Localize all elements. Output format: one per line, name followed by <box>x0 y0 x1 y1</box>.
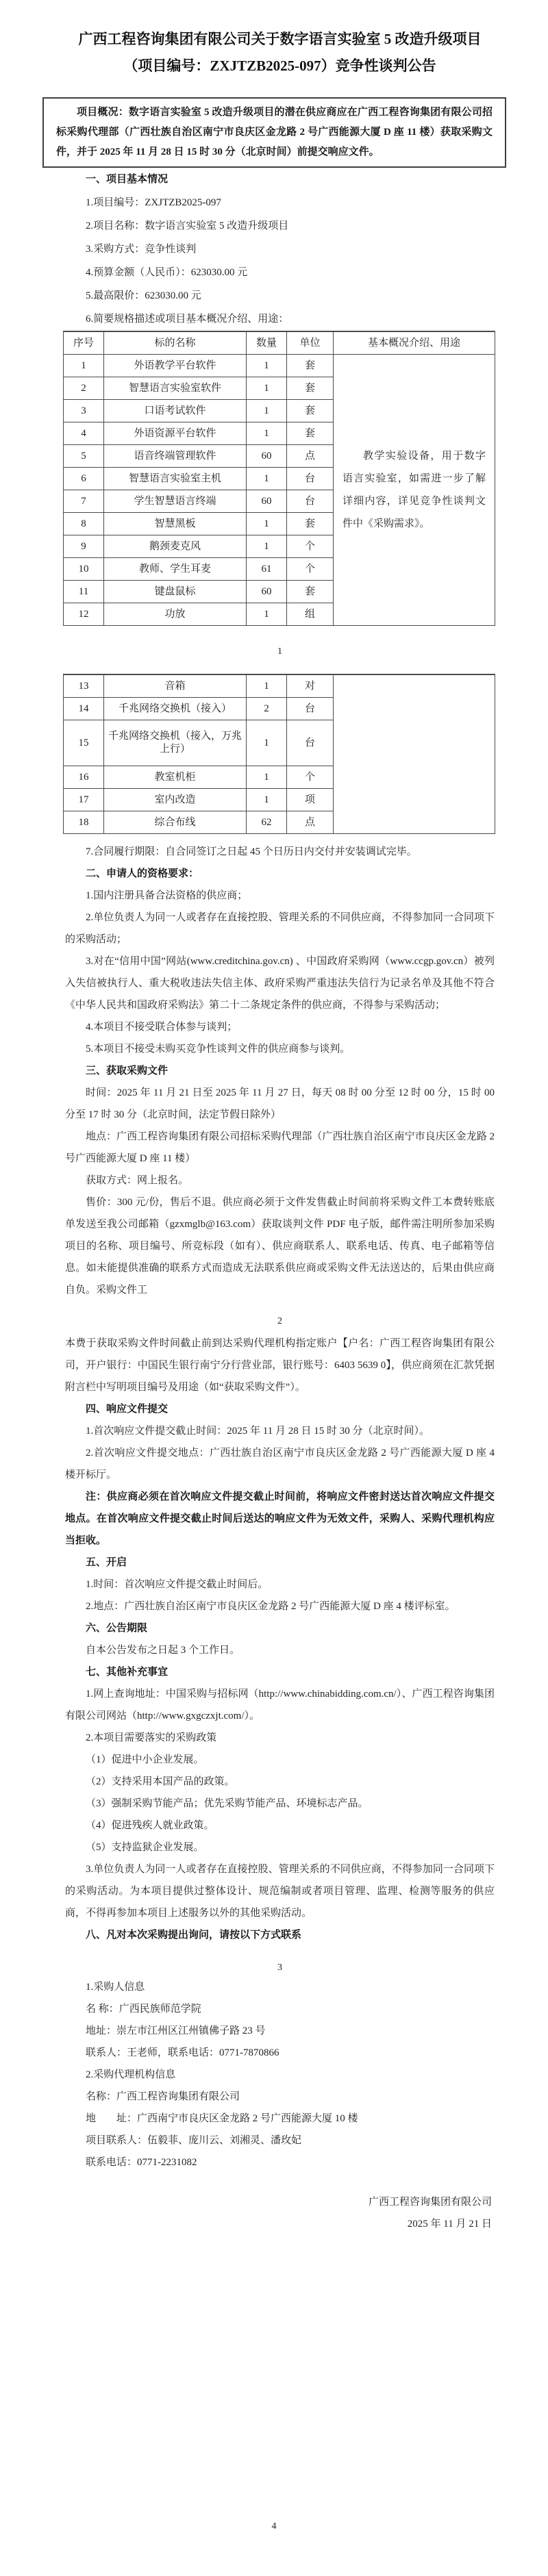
submit-place: 2.首次响应文件提交地点：广西壮族自治区南宁市良庆区金龙路 2 号广西能源大厦 D 座 4 楼开标厅。 <box>65 1448 495 1480</box>
cell-no: 1 <box>64 355 104 377</box>
policy-item-2: （2）支持采用本国产品的政策。 <box>86 1776 235 1787</box>
project-name: 2.项目名称：数字语言实验室 5 改造升级项目 <box>86 220 289 231</box>
cell-unit: 套 <box>287 581 334 603</box>
cell-no: 7 <box>64 490 104 513</box>
cell-unit: 组 <box>287 603 334 626</box>
doc-obtain-method: 获取方式：网上报名。 <box>86 1175 189 1186</box>
cell-qty: 60 <box>247 581 287 603</box>
col-header-unit: 单位 <box>287 331 334 355</box>
policy-item-4: （4）促进残疾人就业政策。 <box>86 1820 214 1831</box>
cell-unit: 套 <box>287 513 334 535</box>
cell-name: 口语考试软件 <box>104 400 247 422</box>
page-number-2 <box>65 1301 495 1333</box>
opening-time: 1.时间：首次响应文件提交截止时间后。 <box>86 1579 269 1590</box>
spec-intro-label: 6.简要规格描述或项目基本概况介绍、用途： <box>86 314 289 325</box>
goods-note-text: 教学实验设备，用于数字语言实验室，如需进一步了解详细内容，详见竞争性谈判文件中《采购需求》。 <box>342 450 486 529</box>
page-number-text: 2 <box>277 1316 282 1326</box>
policy-item-1: （1）促进中小企业发展。 <box>86 1754 204 1765</box>
cell-unit: 个 <box>287 535 334 558</box>
cell-no: 6 <box>64 468 104 490</box>
qualification-item-2: 2.单位负责人为同一人或者存在直接控股、管理关系的不同供应商，不得参加同一合同项下的采购活动； <box>65 912 495 945</box>
submit-deadline: 1.首次响应文件提交截止时间：2025 年 11 月 28 日 15 时 30 分（北京时间）。 <box>86 1426 429 1437</box>
cell-no: 9 <box>64 535 104 558</box>
page-number-text: 4 <box>271 2521 277 2531</box>
cell-unit: 套 <box>287 422 334 445</box>
cell-name: 外语教学平台软件 <box>104 355 247 377</box>
doc-obtain-time: 时间：2025 年 11 月 21 日至 2025 年 11 月 27 日，每天 08 时 00 分至 12 时 00 分，15 时 00 分至 17 时 30 分（北京时间，法定节假日除外） <box>65 1087 495 1120</box>
qualification-item-3: 3.对在“信用中国”网站(www.creditchina.gov.cn) 、中国政府采购网（www.ccgp.gov.cn）被列入失信被执行人、重大税收违法失信主体、政府采购严重违法失信行为记录名单及其他不符合《中华人民共和国政府采购法》第二十二条规定条件的供应商，不得参与采购活动； <box>65 956 495 1011</box>
submit-note: 注：供应商必须在首次响应文件提交截止时间前，将响应文件密封送达首次响应文件提交地点。在首次响应文件提交截止时间后送达的响应文件为无效文件，采购人、采购代理机构应当拒收。 <box>65 1491 495 1546</box>
cell-name: 键盘鼠标 <box>104 581 247 603</box>
cell-unit: 台 <box>287 490 334 513</box>
signature-block <box>65 2191 495 2235</box>
cell-qty: 1 <box>247 355 287 377</box>
cell-no: 8 <box>64 513 104 535</box>
page-number-text: 3 <box>277 1962 282 1973</box>
opening-place: 2.地点：广西壮族自治区南宁市良庆区金龙路 2 号广西能源大厦 D 座 4 楼评标室。 <box>86 1601 456 1612</box>
cell-no: 12 <box>64 603 104 626</box>
cell-qty: 62 <box>247 811 287 834</box>
buyer-info-heading: 1.采购人信息 <box>86 1982 145 1993</box>
cell-qty: 1 <box>247 789 287 811</box>
cell-qty: 1 <box>247 422 287 445</box>
agency-phone: 联系电话：0771-2231082 <box>86 2157 197 2168</box>
cell-no: 17 <box>64 789 104 811</box>
cell-qty: 1 <box>247 377 287 400</box>
qualification-item-5: 5.本项目不接受未购买竞争性谈判文件的供应商参与谈判。 <box>86 1044 351 1055</box>
project-overview-box <box>42 97 506 168</box>
cell-qty: 61 <box>247 558 287 581</box>
signature-date: 2025 年 11 月 21 日 <box>407 2219 492 2230</box>
cell-name: 功放 <box>104 603 247 626</box>
qualification-item-1: 1.国内注册具备合法资格的供应商； <box>86 890 248 901</box>
document-title <box>65 26 495 79</box>
project-overview-text: 项目概况：数字语言实验室 5 改造升级项目的潜在供应商应在广西工程咨询集团有限公司招标采购代理部（广西壮族自治区南宁市良庆区金龙路 2 号广西能源大厦 D 座 11 楼）获取采购文件，并于 2025 年 11 月 28 日 15 时 30 分（北京时间）前提交响应文件。 <box>56 107 493 157</box>
buyer-contact: 联系人：王老师，联系电话：0771-7870866 <box>86 2047 279 2058</box>
cell-unit: 台 <box>287 698 334 720</box>
cell-unit: 个 <box>287 766 334 789</box>
cell-name: 室内改造 <box>104 789 247 811</box>
cell-unit: 对 <box>287 674 334 698</box>
col-header-qty: 数量 <box>247 331 287 355</box>
procurement-policy-label: 2.本项目需要落实的采购政策 <box>86 1732 217 1743</box>
other-item-3: 3.单位负责人为同一人或者存在直接控股、管理关系的不同供应商，不得参加同一合同项下的采购活动。为本项目提供过整体设计、规范编制或者项目管理、监理、检测等服务的供应商，不得再参加本项目上述服务以外的其他采购活动。 <box>65 1864 495 1919</box>
cell-name: 学生智慧语言终端 <box>104 490 247 513</box>
cell-name: 鹅颈麦克风 <box>104 535 247 558</box>
cell-no: 13 <box>64 674 104 698</box>
cell-name: 千兆网络交换机（接入） <box>104 698 247 720</box>
cell-name: 智慧语言实验室主机 <box>104 468 247 490</box>
section6-heading: 六、公告期限 <box>86 1623 148 1634</box>
cell-no: 10 <box>64 558 104 581</box>
budget-amount: 4.预算金额（人民币）：623030.00 元 <box>86 267 248 278</box>
section5-heading: 五、开启 <box>86 1557 127 1568</box>
col-header-intro: 基本概况介绍、用途 <box>334 331 495 355</box>
cell-unit: 点 <box>287 811 334 834</box>
cell-name: 语音终端管理软件 <box>104 445 247 468</box>
cell-no: 18 <box>64 811 104 834</box>
title-line-2: （项目编号：ZXJTZB2025-097）竞争性谈判公告 <box>123 58 436 74</box>
cell-name: 教师、学生耳麦 <box>104 558 247 581</box>
contract-period: 7.合同履行期限：自合同签订之日起 45 个日历日内交付并安装调试完毕。 <box>86 846 417 857</box>
doc-price-part2: 本费于获取采购文件时间截止前到达采购代理机构指定账户【户名：广西工程咨询集团有限公司，开户银行：中国民生银行南宁分行营业部，银行账号：6403 5639 0】，供应商须在汇款凭据附言栏中写明项目编号及用途（如“获取采购文件”）。 <box>65 1338 495 1393</box>
table-row <box>64 355 495 377</box>
cell-qty: 60 <box>247 445 287 468</box>
cell-qty: 60 <box>247 490 287 513</box>
cell-qty: 1 <box>247 468 287 490</box>
cell-unit: 台 <box>287 720 334 766</box>
merged-note-cell-empty <box>334 674 495 834</box>
section1-heading: 一、项目基本情况 <box>86 174 169 185</box>
col-header-name: 标的名称 <box>104 331 247 355</box>
policy-item-5: （5）支持监狱企业发展。 <box>86 1842 204 1853</box>
cell-qty: 1 <box>247 603 287 626</box>
cell-unit: 项 <box>287 789 334 811</box>
cell-name: 教室机柜 <box>104 766 247 789</box>
cell-qty: 1 <box>247 674 287 698</box>
doc-obtain-place: 地点：广西工程咨询集团有限公司招标采购代理部（广西壮族自治区南宁市良庆区金龙路 2 号广西能源大厦 D 座 11 楼） <box>65 1131 495 1164</box>
cell-qty: 1 <box>247 400 287 422</box>
agency-info-heading: 2.采购代理机构信息 <box>86 2069 176 2080</box>
page-number-3 <box>65 1946 495 1976</box>
cell-qty: 1 <box>247 513 287 535</box>
title-line-1: 广西工程咨询集团有限公司关于数字语言实验室 5 改造升级项目 <box>78 31 482 47</box>
cell-no: 2 <box>64 377 104 400</box>
page-number-text: 1 <box>277 646 282 657</box>
project-number: 1.项目编号：ZXJTZB2025-097 <box>86 197 221 208</box>
goods-table-part2 <box>63 674 495 834</box>
agency-contact: 项目联系人：伍毅菲、庞川云、刘湘灵、潘玫妃 <box>86 2135 302 2146</box>
cell-qty: 1 <box>247 766 287 789</box>
section7-heading: 七、其他补充事宜 <box>86 1667 169 1678</box>
cell-unit: 台 <box>287 468 334 490</box>
cell-unit: 套 <box>287 355 334 377</box>
goods-header-row <box>64 331 495 355</box>
policy-item-3: （3）强制采购节能产品；优先采购节能产品、环境标志产品。 <box>86 1798 369 1809</box>
agency-name: 名称：广西工程咨询集团有限公司 <box>86 2091 240 2102</box>
cell-qty: 1 <box>247 535 287 558</box>
cell-name: 智慧黑板 <box>104 513 247 535</box>
buyer-address: 地址：崇左市江州区江州镇佛子路 23 号 <box>86 2025 266 2036</box>
section2-heading: 二、申请人的资格要求： <box>86 868 199 879</box>
online-query-address: 1.网上查询地址：中国采购与招标网（http://www.chinabidding.com.cn/）、广西工程咨询集团有限公司网站（http://www.gxgczxjt.com/）。 <box>65 1689 495 1721</box>
qualification-item-4: 4.本项目不接受联合体参与谈判； <box>86 1022 238 1033</box>
announcement-period: 自本公告发布之日起 3 个工作日。 <box>86 1645 240 1656</box>
page-number-1 <box>65 626 495 674</box>
signature-company: 广西工程咨询集团有限公司 <box>368 2197 492 2208</box>
section8-heading: 八、凡对本次采购提出询问，请按以下方式联系 <box>86 1930 302 1941</box>
buyer-name: 名 称：广西民族师范学院 <box>86 2004 201 2015</box>
cell-no: 15 <box>64 720 104 766</box>
table-row <box>64 674 495 698</box>
cell-no: 16 <box>64 766 104 789</box>
cell-name: 智慧语言实验室软件 <box>104 377 247 400</box>
cell-name: 千兆网络交换机（接入，万兆上行） <box>104 720 247 766</box>
cell-no: 4 <box>64 422 104 445</box>
cell-unit: 套 <box>287 377 334 400</box>
cell-no: 5 <box>64 445 104 468</box>
cell-name: 外语资源平台软件 <box>104 422 247 445</box>
cell-name: 音箱 <box>104 674 247 698</box>
cell-name: 综合布线 <box>104 811 247 834</box>
cell-qty: 1 <box>247 720 287 766</box>
cell-qty: 2 <box>247 698 287 720</box>
section4-heading: 四、响应文件提交 <box>86 1404 169 1415</box>
cell-unit: 个 <box>287 558 334 581</box>
agency-address: 地 址：广西南宁市良庆区金龙路 2 号广西能源大厦 10 楼 <box>86 2113 358 2124</box>
doc-price-part1: 售价：300 元/份，售后不退。供应商必须于文件发售截止时间前将采购文件工本费转账底单发送至我公司邮箱（gzxmglb@163.com）获取谈判文件 PDF 电子版，邮件需注明所参加采购项目的名称、项目编号、所竞标段（如有）、供应商联系人、联系电话、传真、电子邮箱等信息。如未能提供准确的联系方式而造成无法联系供应商或采购文件无法送达的，后果由供应商自负。采购文件工 <box>65 1197 495 1296</box>
cell-no: 3 <box>64 400 104 422</box>
cell-unit: 点 <box>287 445 334 468</box>
col-header-no: 序号 <box>64 331 104 355</box>
cell-no: 11 <box>64 581 104 603</box>
section3-heading: 三、获取采购文件 <box>86 1065 169 1076</box>
cell-unit: 套 <box>287 400 334 422</box>
procurement-method: 3.采购方式：竞争性谈判 <box>86 244 197 255</box>
merged-note-cell <box>334 355 495 626</box>
max-price: 5.最高限价：623030.00 元 <box>86 290 201 301</box>
goods-table-part1 <box>63 331 495 626</box>
cell-no: 14 <box>64 698 104 720</box>
page-number-4 <box>0 2521 548 2532</box>
